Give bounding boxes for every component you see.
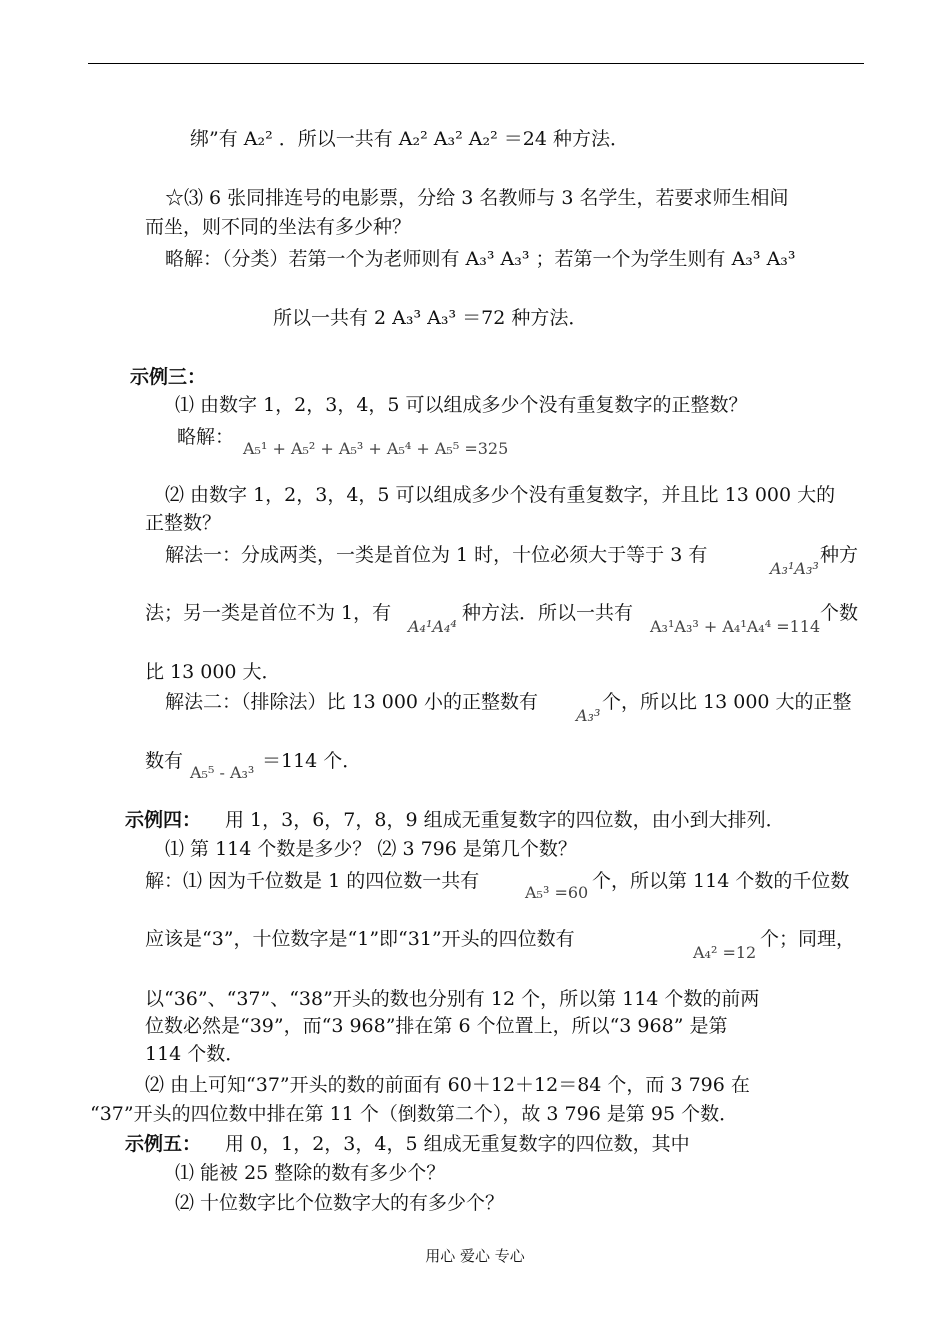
header-rule [88,63,864,64]
text-line: ☆⑶ 6 张同排连号的电影票，分给 3 名教师与 3 名学生，若要求师生相间 [165,187,789,209]
text-line: 数有 [145,750,184,772]
text-line: 个；同理， [760,928,856,950]
formula: A₄² =12 [693,943,757,962]
section-heading: 示例三： [130,366,207,388]
formula: A₅⁵ - A₃³ [190,763,255,782]
text-line: 个，所以第 114 个数的千位数 [592,870,850,892]
text-line: 而坐，则不同的坐法有多少种？ [145,216,412,238]
formula: A₅³ =60 [525,883,589,902]
text-line: 个数 [820,602,859,624]
formula: A₃¹A₃³ [770,559,819,578]
text-line: 比 13 000 大． [145,661,281,683]
text-line: 用 0，1，2，3，4，5 组成无重复数字的四位数，其中 [225,1133,690,1155]
section-heading: 示例五： [125,1133,202,1155]
text-line: 解法二：（排除法）比 13 000 小的正整数有 [165,691,539,713]
text-line: 种方 [820,544,859,566]
text-line: 解：⑴ 因为千位数是 1 的四位数一共有 [145,870,480,892]
text-line: 正整数？ [145,512,222,534]
formula: A₄¹A₄⁴ [408,617,457,636]
text-line: ⑵ 由上可知“37”开头的数的前面有 60＋12＋12＝84 个，而 3 796 在 [145,1074,750,1096]
formula: A₅¹ + A₅² + A₅³ + A₅⁴ + A₅⁵ =325 [243,439,509,458]
text-line: 所以一共有 2 A₃³ A₃³ ＝72 种方法． [273,307,588,329]
text-line: 用 1，3，6，7，8，9 组成无重复数字的四位数，由小到大排列． [225,809,785,831]
text-line: 略解： [177,426,235,448]
text-line: 略解：（分类）若第一个为老师则有 A₃³ A₃³ ；若第一个为学生则有 A₃³ A₃³ [165,248,796,270]
text-line: ⑴ 第 114 个数是多少？ ⑵ 3 796 是第几个数？ [165,838,577,860]
text-line: ⑵ 十位数字比个位数字大的有多少个？ [175,1192,505,1214]
text-line: ⑴ 能被 25 整除的数有多少个？ [175,1162,446,1184]
text-line: ⑴ 由数字 1，2，3，4，5 可以组成多少个没有重复数字的正整数？ [175,394,748,416]
text-line: 绑”有 A₂² ．所以一共有 A₂² A₃² A₂² ＝24 种方法． [190,128,629,150]
text-line: 位数必然是“39”，而“3 968”排在第 6 个位置上，所以“3 968” 是第 [145,1015,728,1037]
formula: A₃³ [576,706,601,725]
text-line: 114 个数． [145,1043,245,1065]
text-line: 个，所以比 13 000 大的正整 [602,691,852,713]
text-line: 以“36”、“37”、“38”开头的数也分别有 12 个，所以第 114 个数的前两 [145,988,760,1010]
text-line: 种方法．所以一共有 [462,602,634,624]
text-line: ＝114 个． [262,750,362,772]
formula: A₃¹A₃³ + A₄¹A₄⁴ =114 [650,617,821,636]
text-line: 应该是“3”，十位数字是“1”即“31”开头的四位数有 [145,928,575,950]
page-footer: 用心 爱心 专心 [425,1247,525,1265]
section-heading: 示例四： [125,809,202,831]
text-line: ⑵ 由数字 1，2，3，4，5 可以组成多少个没有重复数字，并且比 13 000 大的 [165,484,836,506]
text-line: “37”开头的四位数中排在第 11 个（倒数第二个），故 3 796 是第 95 个数． [90,1103,739,1125]
text-line: 解法一：分成两类，一类是首位为 1 时，十位必须大于等于 3 有 [165,544,708,566]
text-line: 法；另一类是首位不为 1，有 [145,602,392,624]
